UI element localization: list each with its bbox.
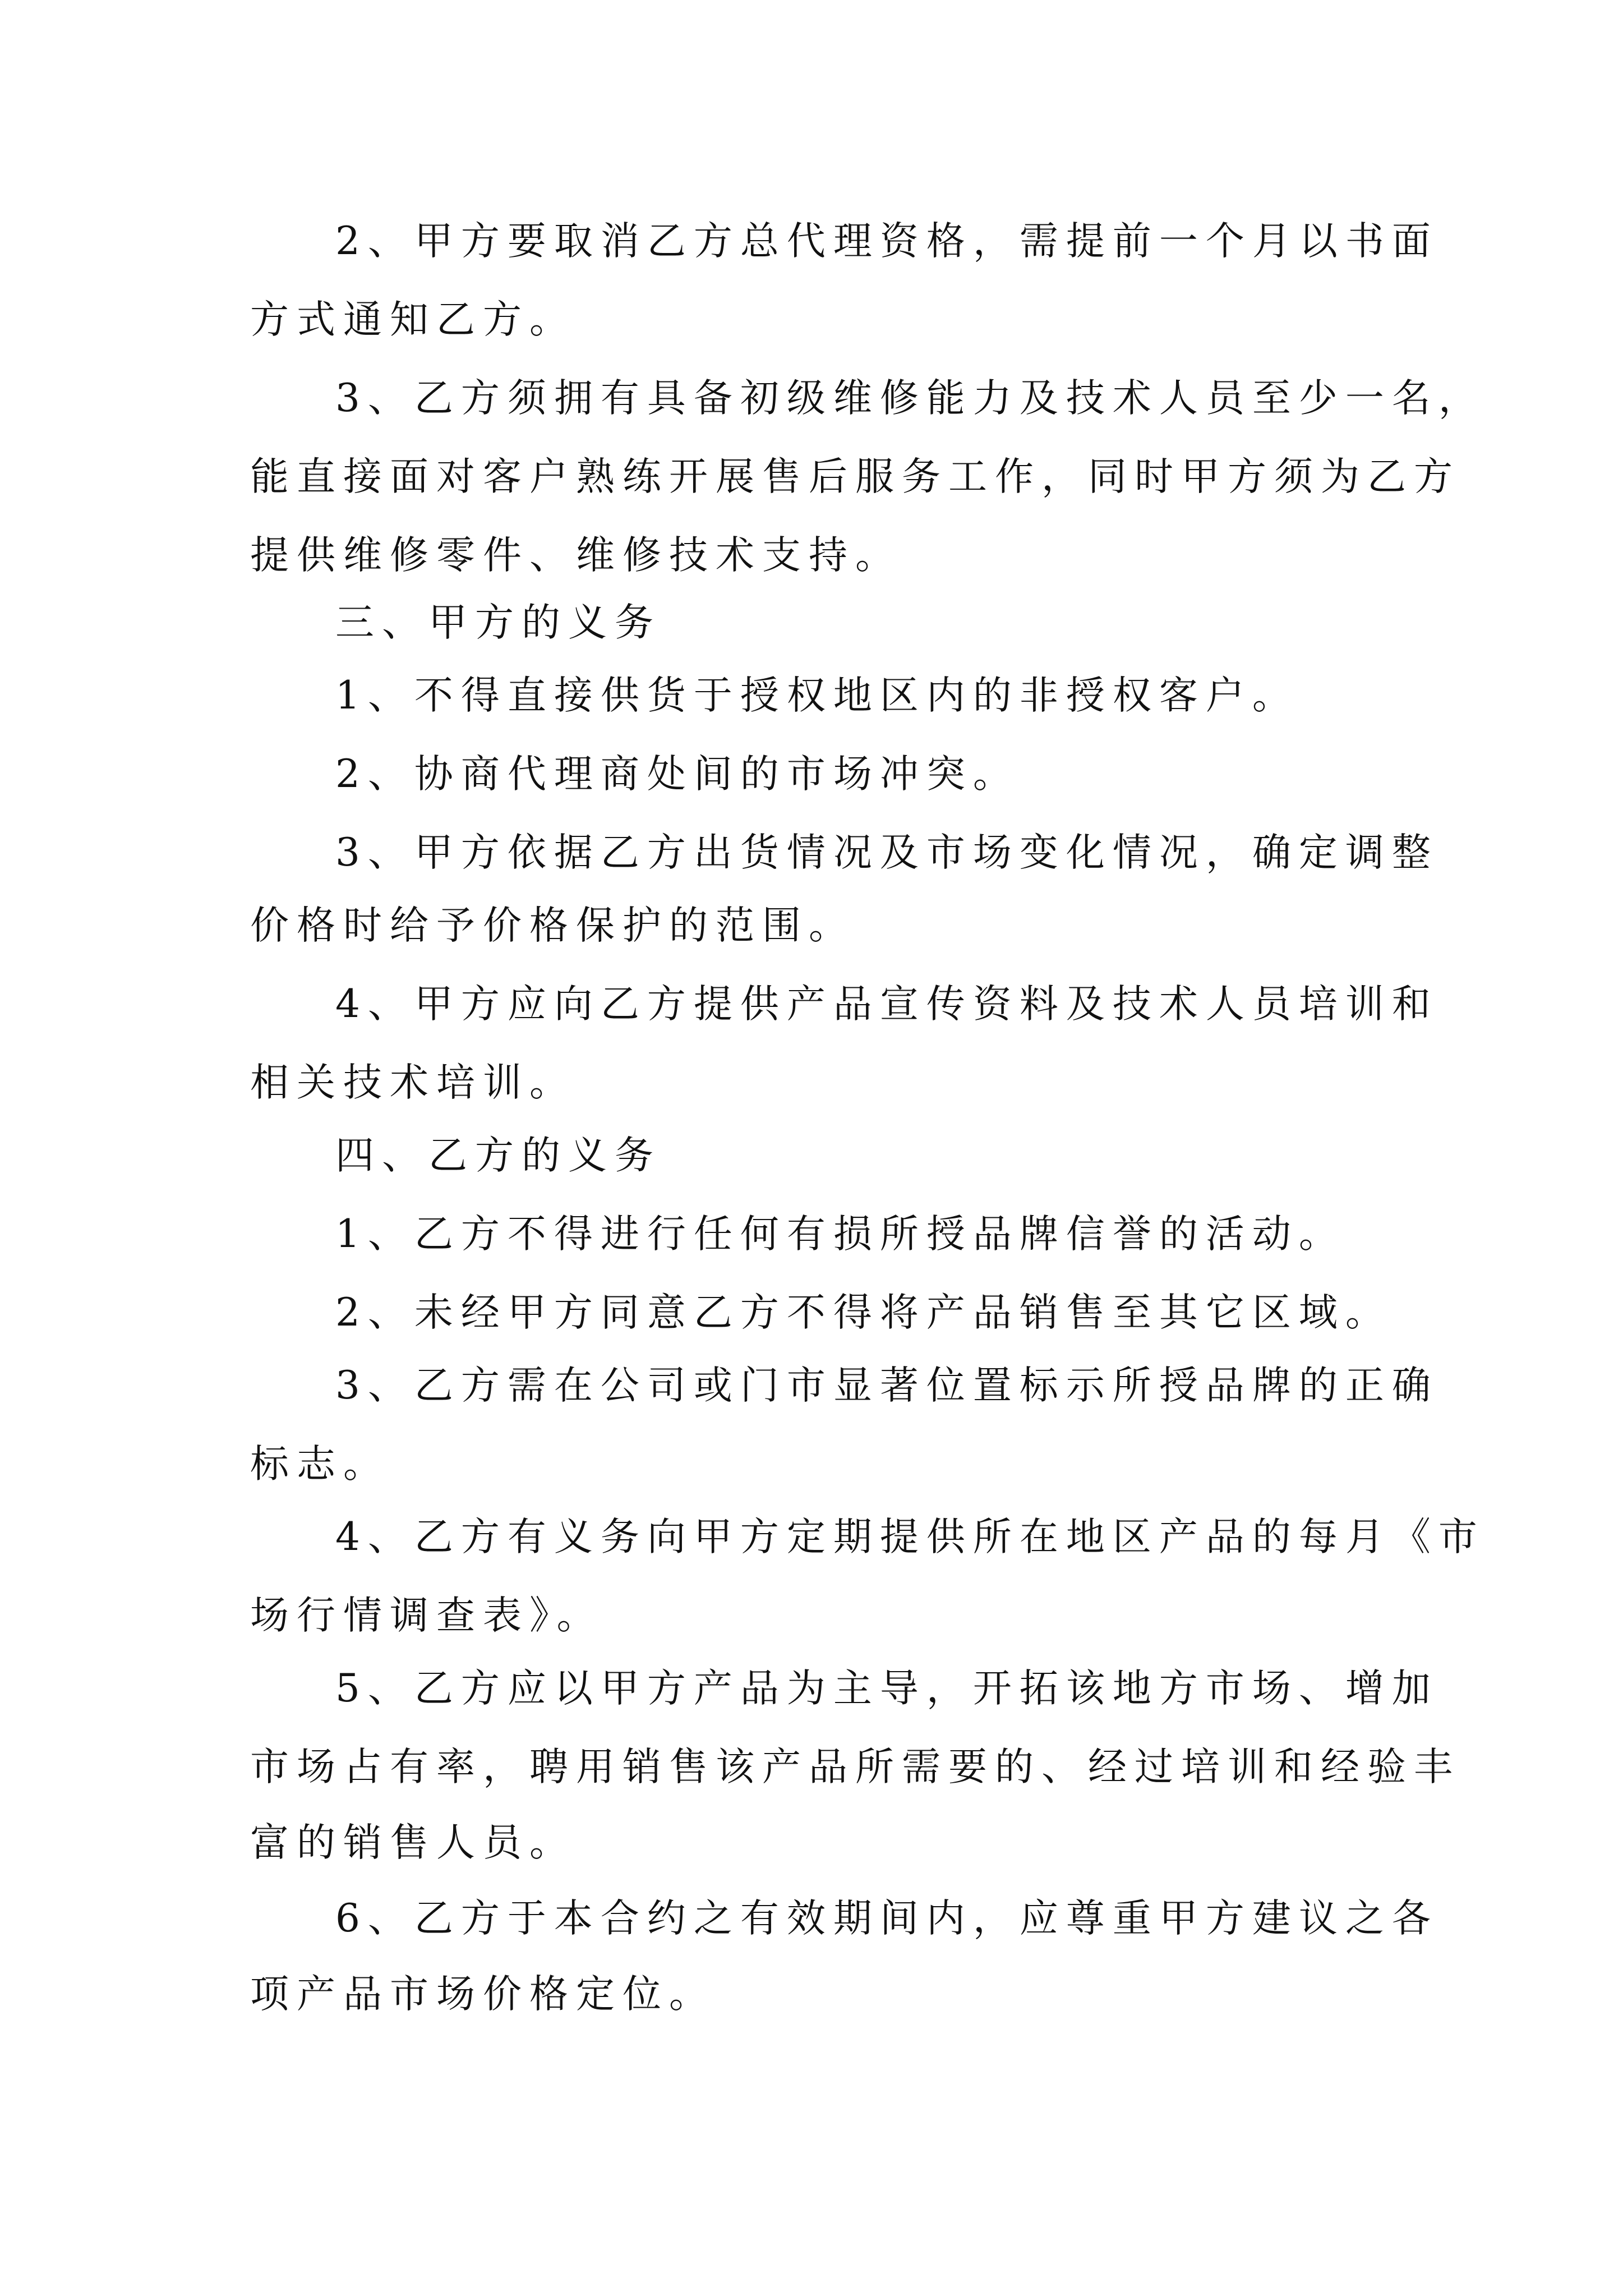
clause-4-2-line-1: 2、未经甲方同意乙方不得将产品销售至其它区域。 xyxy=(335,1290,1392,1335)
clause-4-5-line-3: 富的销售人员。 xyxy=(250,1820,576,1865)
clause-2-3-line-1: 3、乙方须拥有具备初级维修能力及技术人员至少一名， xyxy=(335,376,1485,421)
clause-2-3-line-3: 提供维修零件、维修技术支持。 xyxy=(250,533,902,578)
clause-3-3-line-1: 3、甲方依据乙方出货情况及市场变化情况，确定调整 xyxy=(335,830,1438,875)
clause-4-6-line-1: 6、乙方于本合约之有效期间内，应尊重甲方建议之各 xyxy=(335,1896,1438,1941)
section-heading-4: 四、乙方的义务 xyxy=(335,1133,661,1178)
clause-3-4-line-1: 4、甲方应向乙方提供产品宣传资料及技术人员培训和 xyxy=(335,982,1438,1027)
clause-3-1-line-1: 1、不得直接供货于授权地区内的非授权客户。 xyxy=(335,673,1299,718)
clause-3-3-line-2: 价格时给予价格保护的范围。 xyxy=(250,903,855,948)
clause-2-3-line-2: 能直接面对客户熟练开展售后服务工作，同时甲方须为乙方 xyxy=(250,454,1460,499)
clause-2-2-line-2: 方式通知乙方。 xyxy=(250,297,576,342)
clause-3-2-line-1: 2、协商代理商处间的市场冲突。 xyxy=(335,752,1020,797)
clause-4-5-line-2: 市场占有率，聘用销售该产品所需要的、经过培训和经验丰 xyxy=(250,1745,1460,1789)
clause-4-4-line-1: 4、乙方有义务向甲方定期提供所在地区产品的每月《市 xyxy=(335,1515,1485,1559)
section-heading-3: 三、甲方的义务 xyxy=(335,600,661,645)
clause-4-5-line-1: 5、乙方应以甲方产品为主导，开拓该地方市场、增加 xyxy=(335,1666,1438,1711)
clause-4-1-line-1: 1、乙方不得进行任何有损所授品牌信誉的活动。 xyxy=(335,1212,1345,1257)
clause-4-4-line-2: 场行情调查表》。 xyxy=(250,1593,603,1638)
clause-3-4-line-2: 相关技术培训。 xyxy=(250,1060,576,1105)
clause-4-3-line-2: 标志。 xyxy=(250,1442,390,1487)
clause-4-6-line-2: 项产品市场价格定位。 xyxy=(250,1972,716,2017)
clause-2-2-line-1: 2、甲方要取消乙方总代理资格，需提前一个月以书面 xyxy=(335,219,1438,264)
clause-4-3-line-1: 3、乙方需在公司或门市显著位置标示所授品牌的正确 xyxy=(335,1363,1438,1408)
